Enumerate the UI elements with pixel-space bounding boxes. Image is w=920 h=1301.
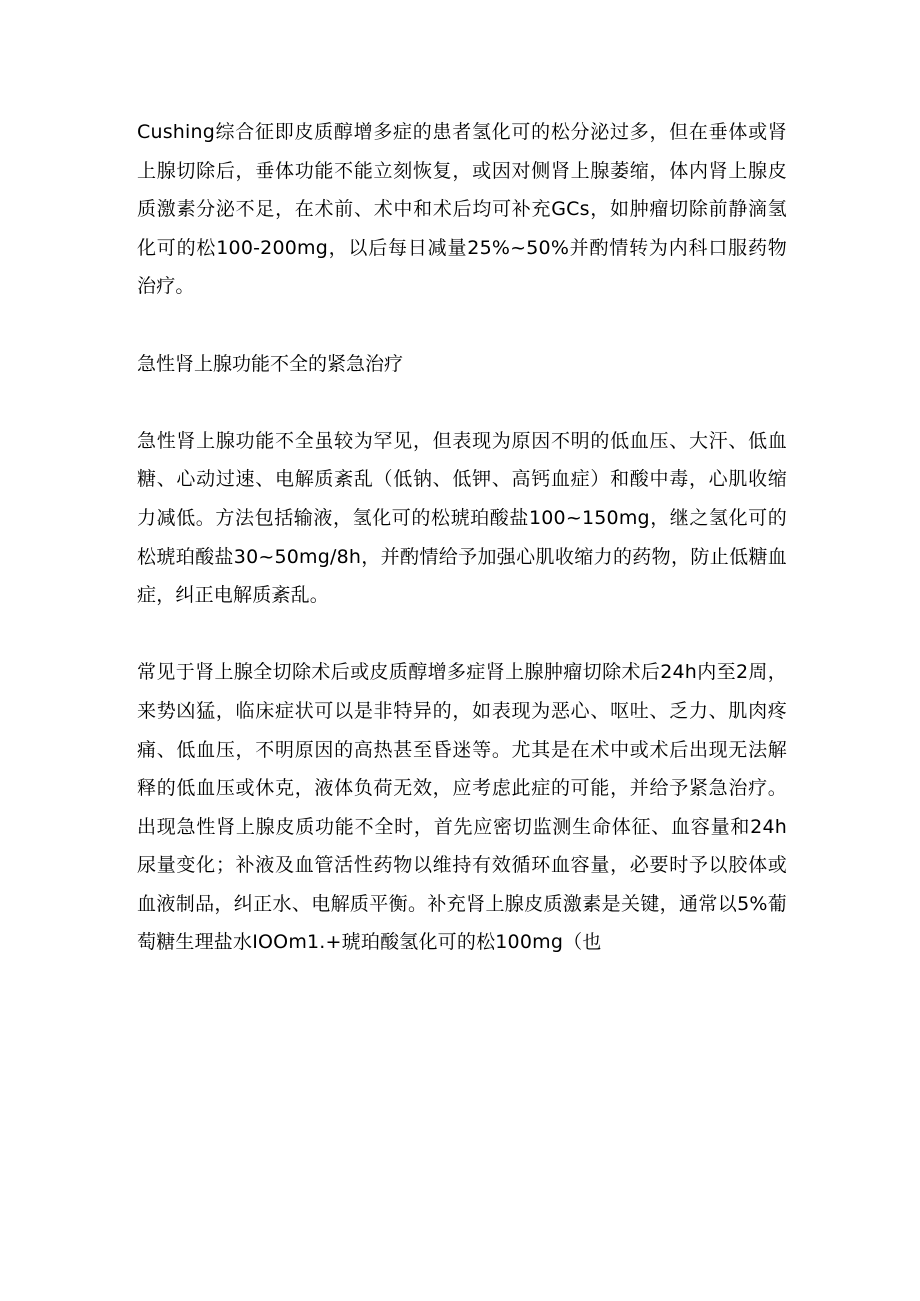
paragraph-cushing: Cushing综合征即皮质醇增多症的患者氢化可的松分泌过多，但在垂体或肾上腺切除后，垂体功能不能立刻恢复，或因对侧肾上腺萎缩，体内肾上腺皮质激素分泌不足，在术前、术中和术后均可补充GCs，如肿瘤切除前静滴氢化可的松100-200mg，以后每日减量25%~50%并酌情转为内科口服药物治疗。	[137, 121, 787, 298]
paragraph-acute-insufficiency: 急性肾上腺功能不全虽较为罕见，但表现为原因不明的低血压、大汗、低血糖、心动过速、电解质紊乱（低钠、低钾、高钙血症）和酸中毒，心肌收缩力减低。方法包括输液，氢化可的松琥珀酸盐100~150mg，继之氢化可的松琥珀酸盐30~50mg∕8h，并酌情给予加强心肌收缩力的药物，防止低糖血症，纠正电解质紊乱。	[137, 429, 787, 607]
document-page	[137, 113, 787, 962]
section-heading: 急性肾上腺功能不全的紧急治疗	[137, 352, 404, 375]
paragraph-spacer	[137, 383, 787, 422]
paragraph-spacer	[137, 306, 787, 345]
paragraph-spacer	[137, 615, 787, 654]
paragraph-postoperative: 常见于肾上腺全切除术后或皮质醇增多症肾上腺肿瘤切除术后24h内至2周，来势凶猛，临床症状可以是非特异的，如表现为恶心、呕吐、乏力、肌肉疼痛、低血压，不明原因的高热甚至昏迷等。尤其是在术中或术后出现无法解释的低血压或休克，液体负荷无效，应考虑此症的可能，并给予紧急治疗。出现急性肾上腺皮质功能不全时，首先应密切监测生命体征、血容量和24h尿量变化；补液及血管活性药物以维持有效循环血容量，必要时予以胶体或血液制品，纠正水、电解质平衡。补充肾上腺皮质激素是关键，通常以5%葡萄糖生理盐水IOOm1.+琥珀酸氢化可的松100mg（也	[137, 661, 787, 954]
